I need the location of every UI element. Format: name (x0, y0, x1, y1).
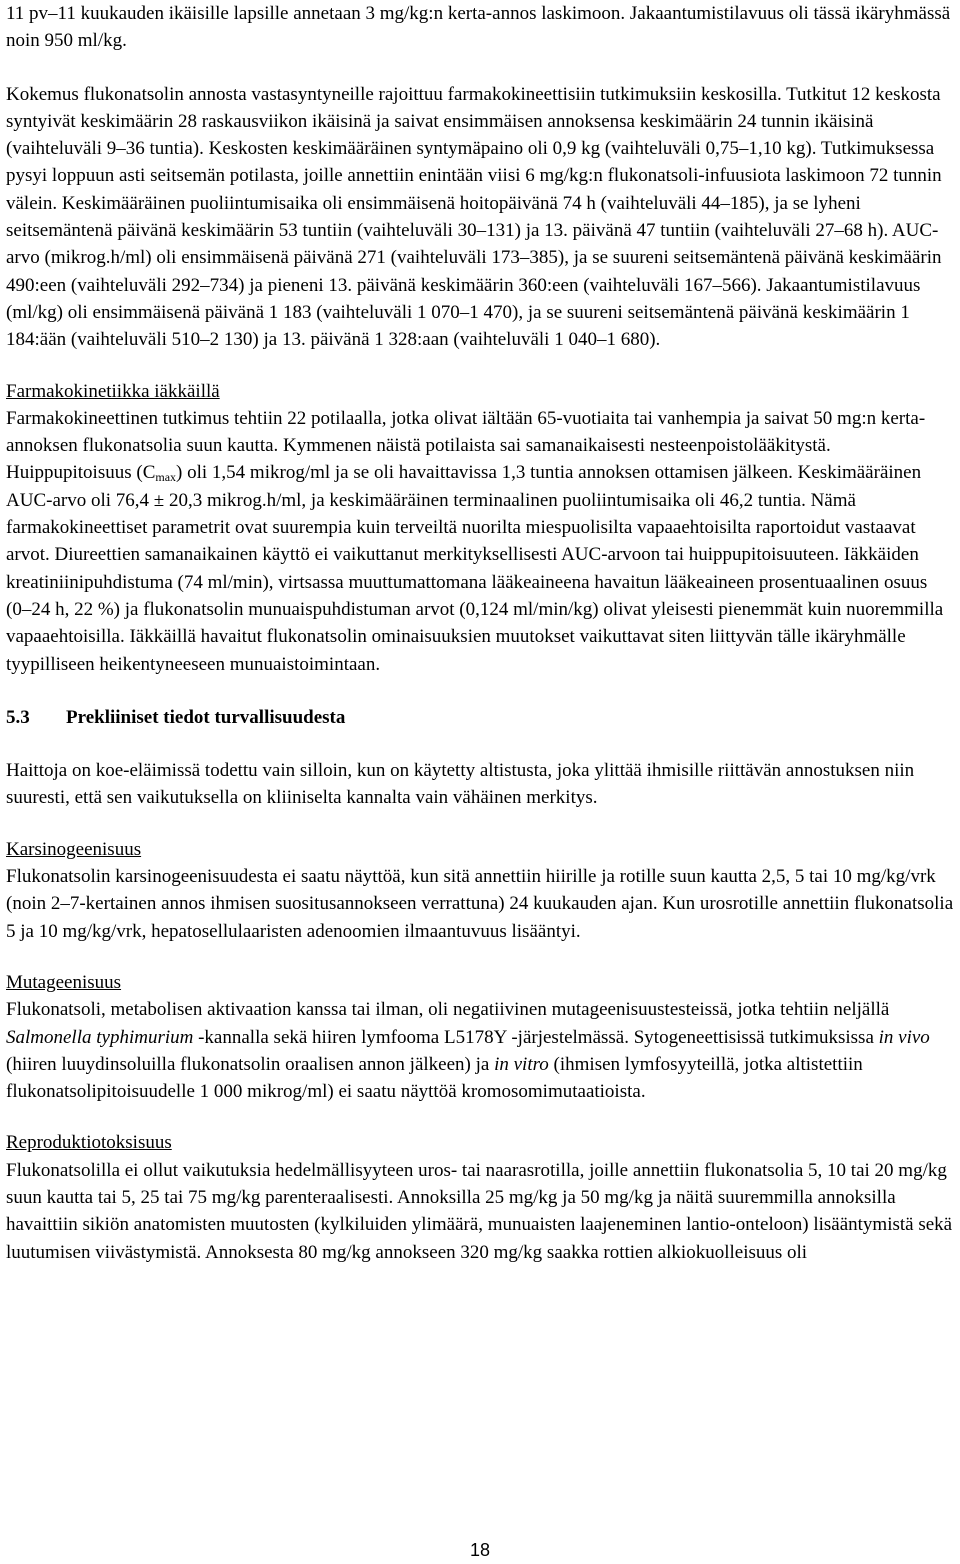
paragraph-mutagenicity (6, 996, 954, 1105)
page-number: 18 (469, 1540, 491, 1560)
paragraph-preclinical-safety: Haittoja on koe-eläimissä todettu vain silloin, kun on käytetty altistusta, joka ylittää ihmisille riittävän annostuksen niin suuresti, että sen vaikutuksella on kliiniselta kannalta vain vähäinen merkitys. (6, 760, 915, 809)
paragraph-elderly-pharmacokinetics (6, 405, 954, 678)
paragraph-carcinogenicity: Flukonatsolin karsinogeenisuudesta ei saatu näyttöä, kun sitä annettiin hiirille ja rotille suun kautta 2,5, 5 tai 10 mg/kg/vrk (noin 2–7-kertainen annos ihmisen suositusannokseen verrattuna) 24 kuukauden ajan. Kun urosrotille annettiin flukonatsolia 5 ja 10 mg/kg/vrk, hepatosellulaaristen adenoomien ilmaantuvuus lisääntyi. (6, 866, 954, 942)
paragraph-preterm-pharmacokinetics: Kokemus flukonatsolin annosta vastasyntyneille rajoittuu farmakokineettisiin tutkimuksiin keskosilla. Tutkitut 12 keskosta syntyivät keskimäärin 28 raskausviikon ikäisinä ja saivat ensimmäisen annoksensa keskimäärin 24 tunnin ikäisinä (vaihteluväli 9–36 tuntia). Keskosten keskimääräinen syntymäpaino oli 0,9 kg (vaihteluväli 0,75–1,10 kg). Tutkimuksessa pysyi loppuun asti seitsemän potilasta, joille annettiin enintään viisi 6 mg/kg:n flukonatsoli-infuusiota laskimoon 72 tunnin välein. Keskimääräinen puoliintumisaika oli ensimmäisenä hoitopäivänä 74 h (vaihteluväli 44–185), ja se lyheni seitsemäntenä päivänä keskimäärin 53 tuntiin (vaihteluväli 30–131) ja 13. päivänä 47 tuntiin (vaihteluväli 27–68 h). AUC-arvo (mikrog.h/ml) oli ensimmäisenä päivänä 271 (vaihteluväli 173–385), ja se suureni seitsemäntenä päivänä keskimäärin 490:een (vaihteluväli 292–734) ja pieneni 13. päivänä keskimäärin 360:een (vaihteluväli 167–566). Jakaantumistilavuus (ml/kg) oli ensimmäisenä päivänä 1 183 (vaihteluväli 1 070–1 470), ja se suureni seitsemäntenä päivänä keskimäärin 1 184:ään (vaihteluväli 510–2 130) ja 13. päivänä 1 328:aan (vaihteluväli 1 040–1 680). (6, 83, 942, 351)
text-segment: Flukonatsoli, metabolisen aktivaation kanssa tai ilman, oli negatiivinen mutageenisuustesteissä, jotka tehtiin neljällä (6, 999, 890, 1021)
subheading-carcinogenicity: Karsinogeenisuus (6, 838, 142, 860)
text-segment: ) oli 1,54 mikrog/ml ja se oli havaittavissa 1,3 tuntia annoksen ottamisen jälkeen. Keskimääräinen AUC-arvo oli 76,4 ± 20,3 mikrog.h/ml, ja keskimääräinen terminaalinen puoliintumisaika oli 46,2 tuntia. Nämä farmakokineettiset parametrit ovat suurempia kuin terveiltä nuorilta miespuolisilta vapaaehtoisilta raportoidut vastaavat arvot. Diureettien samanaikainen käyttö ei vaikuttanut merkityksellisesti AUC-arvoon tai huippupitoisuuteen. Iäkkäiden kreatiniinipuhdistuma (74 ml/min), virtsassa muuttumattomana lääkeaineena havaitun lääkeaineen prosentuaalinen osuus (0–24 h, 22 %) ja flukonatsolin munuaispuhdistuman arvot (0,124 ml/min/kg) olivat yleisesti pienemmät kuin nuoremmilla vapaaehtoisilla. Iäkkäillä havaitut flukonatsolin ominaisuuksien muutokset vaikuttavat siten liittyvän tälle ikäryhmälle tyypilliseen heikentyneeseen munuaistoimintaan. (6, 462, 944, 675)
section-title: Prekliiniset tiedot turvallisuudesta (66, 706, 346, 728)
subheading-mutagenicity: Mutageenisuus (6, 971, 122, 993)
page-content (6, 0, 954, 1266)
paragraph-infant-dose: 11 pv–11 kuukauden ikäisille lapsille annetaan 3 mg/kg:n kerta-annos laskimoon. Jakaantumistilavuus oli tässä ikäryhmässä noin 950 ml/kg. (6, 3, 951, 52)
subheading-reproductive-toxicity: Reproduktiotoksisuus (6, 1132, 172, 1154)
subheading-elderly-pharmacokinetics: Farmakokinetiikka iäkkäillä (6, 380, 220, 402)
subscript-max: max (155, 470, 177, 485)
section-heading (6, 704, 954, 731)
text-segment: -kannalla sekä hiiren lymfooma L5178Y -järjestelmässä. Sytogeneettisissä tutkimuksissa (193, 1026, 879, 1048)
paragraph-reproductive-toxicity: Flukonatsolilla ei ollut vaikutuksia hedelmällisyyteen uros- tai naarasrotilla, joille annettiin flukonatsolia 5, 10 tai 20 mg/kg suun kautta tai 5, 25 tai 75 mg/kg parenteraalisesti. Annoksilla 25 mg/kg ja 50 mg/kg ja näitä suuremmilla annoksilla havaittiin sikiön anatomisten muutosten (kylkiluiden ylimäärä, munuaisten laajeneminen lantio-onteloon) lisääntymistä sekä luutumisen viivästymistä. Annoksesta 80 mg/kg annokseen 320 mg/kg saakka rottien alkiokuolleisuus oli (6, 1159, 953, 1263)
text-segment: (hiiren luuydinsoluilla flukonatsolin oraalisen annon jälkeen) ja (6, 1053, 495, 1075)
term-in-vivo: in vivo (878, 1026, 930, 1048)
text-segment: (ihmisen lymfosyyteillä, jotka altistettiin flukonatsolipitoisuudelle 1 000 mikrog/ml) ei saatu näyttöä kromosomimutaatioista. (6, 1053, 863, 1103)
species-name: Salmonella typhimurium (6, 1026, 194, 1048)
section-number: 5.3 (6, 706, 30, 728)
text-segment: Farmakokineettinen tutkimus tehtiin 22 potilaalla, jotka olivat iältään 65-vuotiaita tai vanhempia ja saivat 50 mg:n kerta-annoksen flukonatsolia suun kautta. Kymmenen näistä potilaista sai samanaikaisesti nesteenpoistolääkitystä. Huippupitoisuus (C (6, 407, 926, 484)
term-in-vitro: in vitro (494, 1053, 549, 1075)
